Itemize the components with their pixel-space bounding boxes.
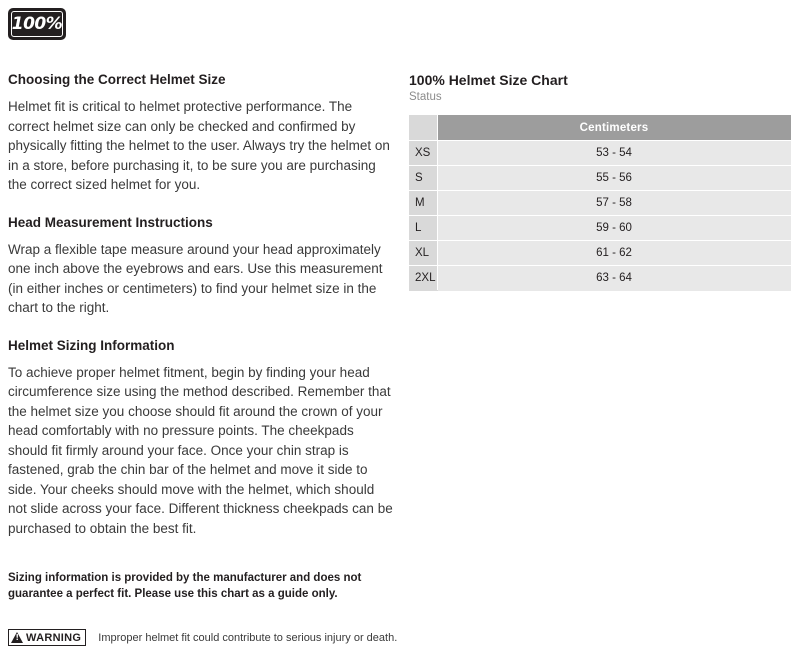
row-size-label: XL (410, 241, 438, 266)
helmet-size-table (409, 115, 791, 291)
section-heading-choosing-size: Choosing the Correct Helmet Size (8, 72, 226, 87)
row-cm-value: 63 - 64 (438, 266, 791, 291)
row-cm-value: 59 - 60 (438, 216, 791, 241)
section-heading-helmet-sizing: Helmet Sizing Information (8, 337, 175, 353)
left-column (8, 72, 394, 538)
brand-logo (8, 8, 66, 40)
table-row (410, 166, 791, 191)
row-size-label: S (410, 166, 438, 191)
table-header-blank (410, 116, 438, 141)
size-chart-title: 100% Helmet Size Chart (409, 72, 568, 88)
logo-text: 100% (11, 13, 63, 34)
sizing-disclaimer: Sizing information is provided by the manufacturer and does not guarantee a perfect fit. Please use this chart as a guide only. (8, 572, 362, 600)
section-heading-head-measurement: Head Measurement Instructions (8, 214, 213, 230)
section-body-helmet-sizing: To achieve proper helmet fitment, begin by finding your head circumference size using the method described. Remember that the helmet size you choose should fit around the crown of your head comfortably with no pressure points. The cheekpads should fit firmly around your face. Once your chin strap is fastened, grab the chin bar of the helmet and move it side to side. Your cheeks should move with the helmet, which should not slide across your face. Different thickness cheekpads can be purchased to obtain the best fit. (8, 364, 393, 536)
warning-row (8, 629, 508, 646)
table-row (410, 216, 791, 241)
hundred-percent-logo-icon (8, 8, 66, 40)
right-column (409, 72, 791, 291)
section-body-choosing-size: Helmet fit is critical to helmet protective performance. The correct helmet size can only be checked and confirmed by physically fitting the helmet to the user. Always try the helmet on in a store, before purchasing it, to be sure you are purchasing the correct sized helmet for you. (8, 99, 390, 192)
warning-text: Improper helmet fit could contribute to serious injury or death. (98, 631, 398, 644)
table-header-row (410, 116, 791, 141)
row-cm-value: 55 - 56 (438, 166, 791, 191)
row-size-label: M (410, 191, 438, 216)
row-size-label: L (410, 216, 438, 241)
table-row (410, 191, 791, 216)
table-header-centimeters: Centimeters (438, 116, 791, 141)
row-size-label: XS (410, 141, 438, 166)
table-row (410, 241, 791, 266)
row-cm-value: 53 - 54 (438, 141, 791, 166)
section-body-head-measurement: Wrap a flexible tape measure around your head approximately one inch above the eyebrows and ears. Use this measurement (in either inches or centimeters) to find your helmet size in the chart to the right. (8, 241, 383, 315)
size-chart-status: Status (409, 91, 442, 103)
table-body (410, 141, 791, 291)
table-row (410, 141, 791, 166)
warning-badge (8, 629, 86, 646)
row-cm-value: 57 - 58 (438, 191, 791, 216)
table-row (410, 266, 791, 291)
row-size-label: 2XL (410, 266, 438, 291)
row-cm-value: 61 - 62 (438, 241, 791, 266)
warning-triangle-icon (11, 632, 23, 643)
warning-badge-label: WARNING (26, 631, 82, 644)
